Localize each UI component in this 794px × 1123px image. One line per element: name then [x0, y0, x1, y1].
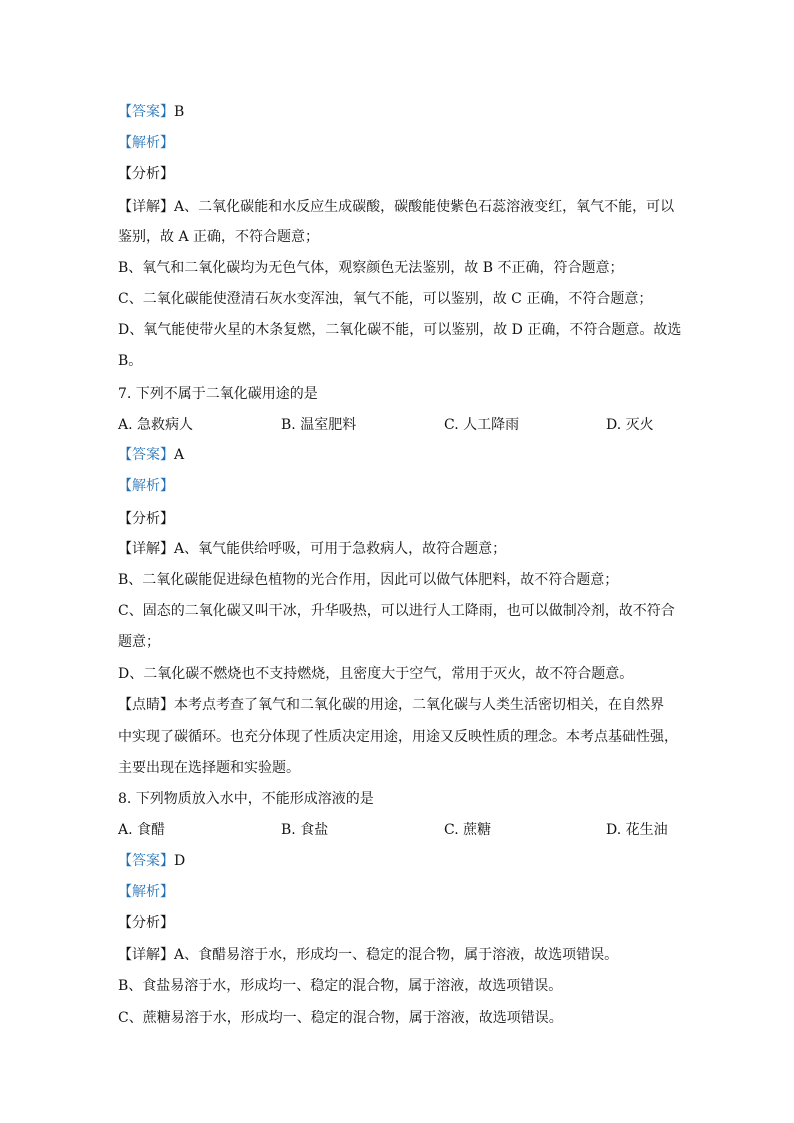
detail-line-q6-3: B、氧气和二氧化碳均为无色气体，观察颜色无法鉴别，故 B 不正确，符合题意； [118, 260, 624, 276]
detail-line-q6-5: D、氧气能使带火星的木条复燃，二氧化碳不能，可以鉴别，故 D 正确，不符合题意。故选 [118, 322, 682, 338]
q8-option-b: B. 食盐 [281, 822, 329, 838]
note-line-3: 主要出现在选择题和实验题。 [118, 760, 300, 776]
q7-option-b: B. 温室肥料 [281, 417, 357, 433]
q7-option-c: C. 人工降雨 [444, 417, 520, 433]
note-line-2: 中实现了碳循环。也充分体现了性质决定用途，用途又反映性质的理念。本考点基础性强， [118, 729, 678, 745]
analysis-heading-q7: 【解析】 [118, 478, 174, 494]
q8-option-a: A. 食醋 [118, 822, 166, 838]
fenxi-line-q8: 【分析】 [118, 915, 174, 931]
q8-option-c: C. 蔗糖 [444, 822, 492, 838]
detail-line-q7-3: C、固态的二氧化碳又叫干冰，升华吸热，可以进行人工降雨，也可以做制冷剂，故不符合 [118, 603, 675, 619]
answer-line-q6: 【答案】B [118, 104, 185, 120]
fenxi-line-q6: 【分析】 [118, 166, 174, 182]
detail-line-q6-1: 【详解】A、二氧化碳能和水反应生成碳酸，碳酸能使紫色石蕊溶液变红，氧气不能，可以 [118, 199, 675, 215]
q8-option-d: D. 花生油 [606, 822, 668, 838]
detail-line-q8-2: B、食盐易溶于水，形成均一、稳定的混合物，属于溶液，故选项错误。 [118, 978, 563, 994]
detail-line-q6-2: 鉴别，故 A 正确，不符合题意； [118, 229, 320, 245]
q7-option-a: A. 急救病人 [118, 417, 194, 433]
answer-line-q8: 【答案】D [118, 853, 186, 869]
detail-line-q7-4: 题意； [118, 634, 160, 650]
analysis-heading-q8: 【解析】 [118, 884, 174, 900]
note-line-1: 【点睛】本考点考查了氧气和二氧化碳的用途，二氧化碳与人类生活密切相关，在自然界 [118, 697, 664, 713]
fenxi-line-q7: 【分析】 [118, 511, 174, 527]
detail-line-q7-1: 【详解】A、氧气能供给呼吸，可用于急救病人，故符合题意； [118, 541, 507, 557]
answer-line-q7: 【答案】A [118, 447, 185, 463]
detail-line-q6-6: B。 [118, 353, 143, 369]
analysis-heading-q6: 【解析】 [118, 135, 174, 151]
detail-line-q7-2: B、二氧化碳能促进绿色植物的光合作用，因此可以做气体肥料，故不符合题意； [118, 572, 619, 588]
q7-option-d: D. 灭火 [606, 417, 654, 433]
detail-line-q7-5: D、二氧化碳不燃烧也不支持燃烧，且密度大于空气，常用于灭火，故不符合题意。 [118, 666, 634, 682]
detail-line-q8-1: 【详解】A、食醋易溶于水，形成均一、稳定的混合物，属于溶液，故选项错误。 [118, 947, 619, 963]
detail-line-q8-3: C、蔗糖易溶于水，形成均一、稳定的混合物，属于溶液，故选项错误。 [118, 1010, 563, 1026]
question-8: 8. 下列物质放入水中，不能形成溶液的是 [118, 791, 374, 807]
question-7: 7. 下列不属于二氧化碳用途的是 [118, 386, 318, 402]
detail-line-q6-4: C、二氧化碳能使澄清石灰水变浑浊，氧气不能，可以鉴别，故 C 正确，不符合题意； [118, 291, 653, 307]
